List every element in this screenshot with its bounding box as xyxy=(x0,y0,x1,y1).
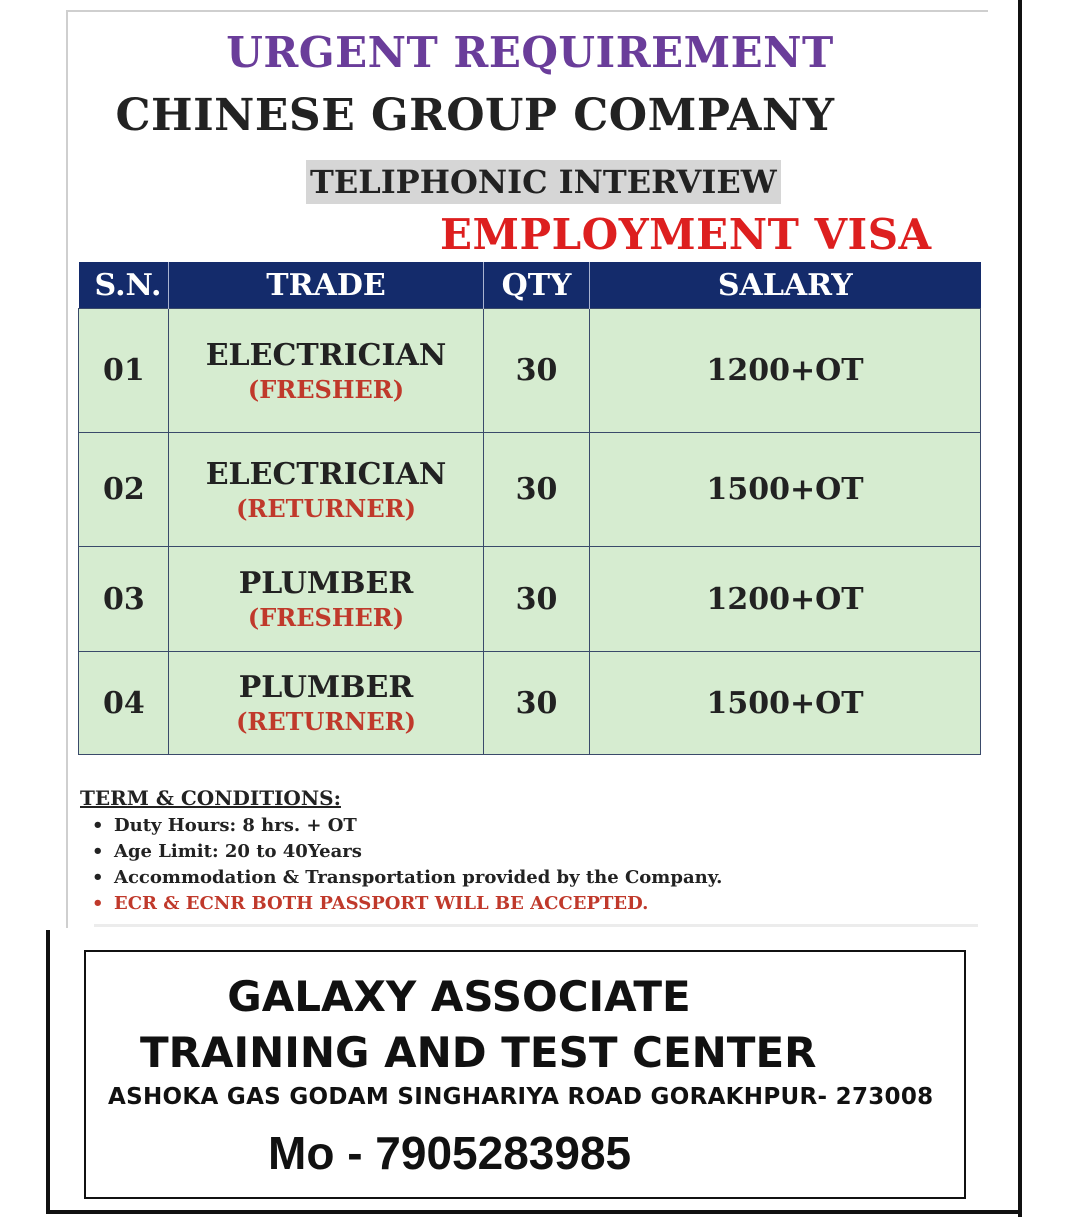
bullet-icon: • xyxy=(92,841,104,862)
agency-address: ASHOKA GAS GODAM SINGHARIYA ROAD GORAKHPUR- 273008 xyxy=(108,1084,934,1110)
terms-item-duty-hours xyxy=(92,814,722,840)
table-row xyxy=(79,309,981,433)
jobs-table xyxy=(78,262,981,755)
terms-item-age-limit xyxy=(92,840,722,866)
agency-mobile: Mo - 7905283985 xyxy=(268,1127,632,1179)
contact-box xyxy=(84,950,966,1199)
bullet-icon: • xyxy=(92,893,104,914)
row-trade xyxy=(169,433,484,547)
terms-list xyxy=(92,814,722,918)
row-trade xyxy=(169,547,484,652)
terms-item-text: Accommodation & Transportation provided by the Company. xyxy=(114,867,723,888)
table-row xyxy=(79,433,981,547)
row-trade xyxy=(169,652,484,755)
bullet-icon: • xyxy=(92,815,104,836)
terms-item-text: ECR & ECNR BOTH PASSPORT WILL BE ACCEPTED. xyxy=(114,893,649,914)
frame-bottom-border xyxy=(46,1210,1022,1214)
frame-left-border xyxy=(66,10,68,928)
trade-name: PLUMBER xyxy=(238,566,414,601)
row-sn: 01 xyxy=(79,309,169,433)
agency-name: GALAXY ASSOCIATE xyxy=(227,972,691,1021)
trade-name: ELECTRICIAN xyxy=(205,337,447,373)
frame-top-border xyxy=(66,10,988,12)
column-header-trade: TRADE xyxy=(169,262,484,309)
agency-subtitle: TRAINING AND TEST CENTER xyxy=(140,1028,817,1077)
visa-title: EMPLOYMENT VISA xyxy=(440,210,932,259)
row-qty: 30 xyxy=(484,547,590,652)
interview-badge: TELIPHONIC INTERVIEW xyxy=(306,160,781,204)
urgent-requirement-title: URGENT REQUIREMENT xyxy=(226,28,834,77)
trade-level: (FRESHER) xyxy=(247,374,405,404)
column-header-sn: S.N. xyxy=(79,262,169,309)
terms-item-text: Age Limit: 20 to 40Years xyxy=(114,841,362,862)
table-row xyxy=(79,652,981,755)
row-qty: 30 xyxy=(484,309,590,433)
trade-level: (FRESHER) xyxy=(247,603,405,632)
trade-level: (RETURNER) xyxy=(236,493,416,523)
trade-level: (RETURNER) xyxy=(236,707,416,736)
company-title: CHINESE GROUP COMPANY xyxy=(115,90,835,141)
row-salary: 1500+OT xyxy=(590,433,981,547)
frame-lower-left-border xyxy=(46,930,50,1214)
row-qty: 30 xyxy=(484,652,590,755)
terms-item-text: Duty Hours: 8 hrs. + OT xyxy=(114,815,357,836)
row-salary: 1200+OT xyxy=(590,547,981,652)
terms-item-accommodation xyxy=(92,866,722,892)
row-qty: 30 xyxy=(484,433,590,547)
row-sn: 03 xyxy=(79,547,169,652)
trade-name: PLUMBER xyxy=(238,670,414,705)
row-trade xyxy=(169,309,484,433)
table-row xyxy=(79,547,981,652)
row-sn: 02 xyxy=(79,433,169,547)
frame-right-border xyxy=(1018,0,1022,1217)
terms-title: TERM & CONDITIONS: xyxy=(80,786,341,810)
column-header-qty: QTY xyxy=(484,262,590,309)
column-header-salary: SALARY xyxy=(590,262,981,309)
trade-name: ELECTRICIAN xyxy=(205,456,447,492)
terms-item-passport xyxy=(92,892,722,918)
section-divider xyxy=(94,924,978,927)
bullet-icon: • xyxy=(92,867,104,888)
row-salary: 1500+OT xyxy=(590,652,981,755)
table-header-row xyxy=(79,262,981,309)
row-sn: 04 xyxy=(79,652,169,755)
row-salary: 1200+OT xyxy=(590,309,981,433)
